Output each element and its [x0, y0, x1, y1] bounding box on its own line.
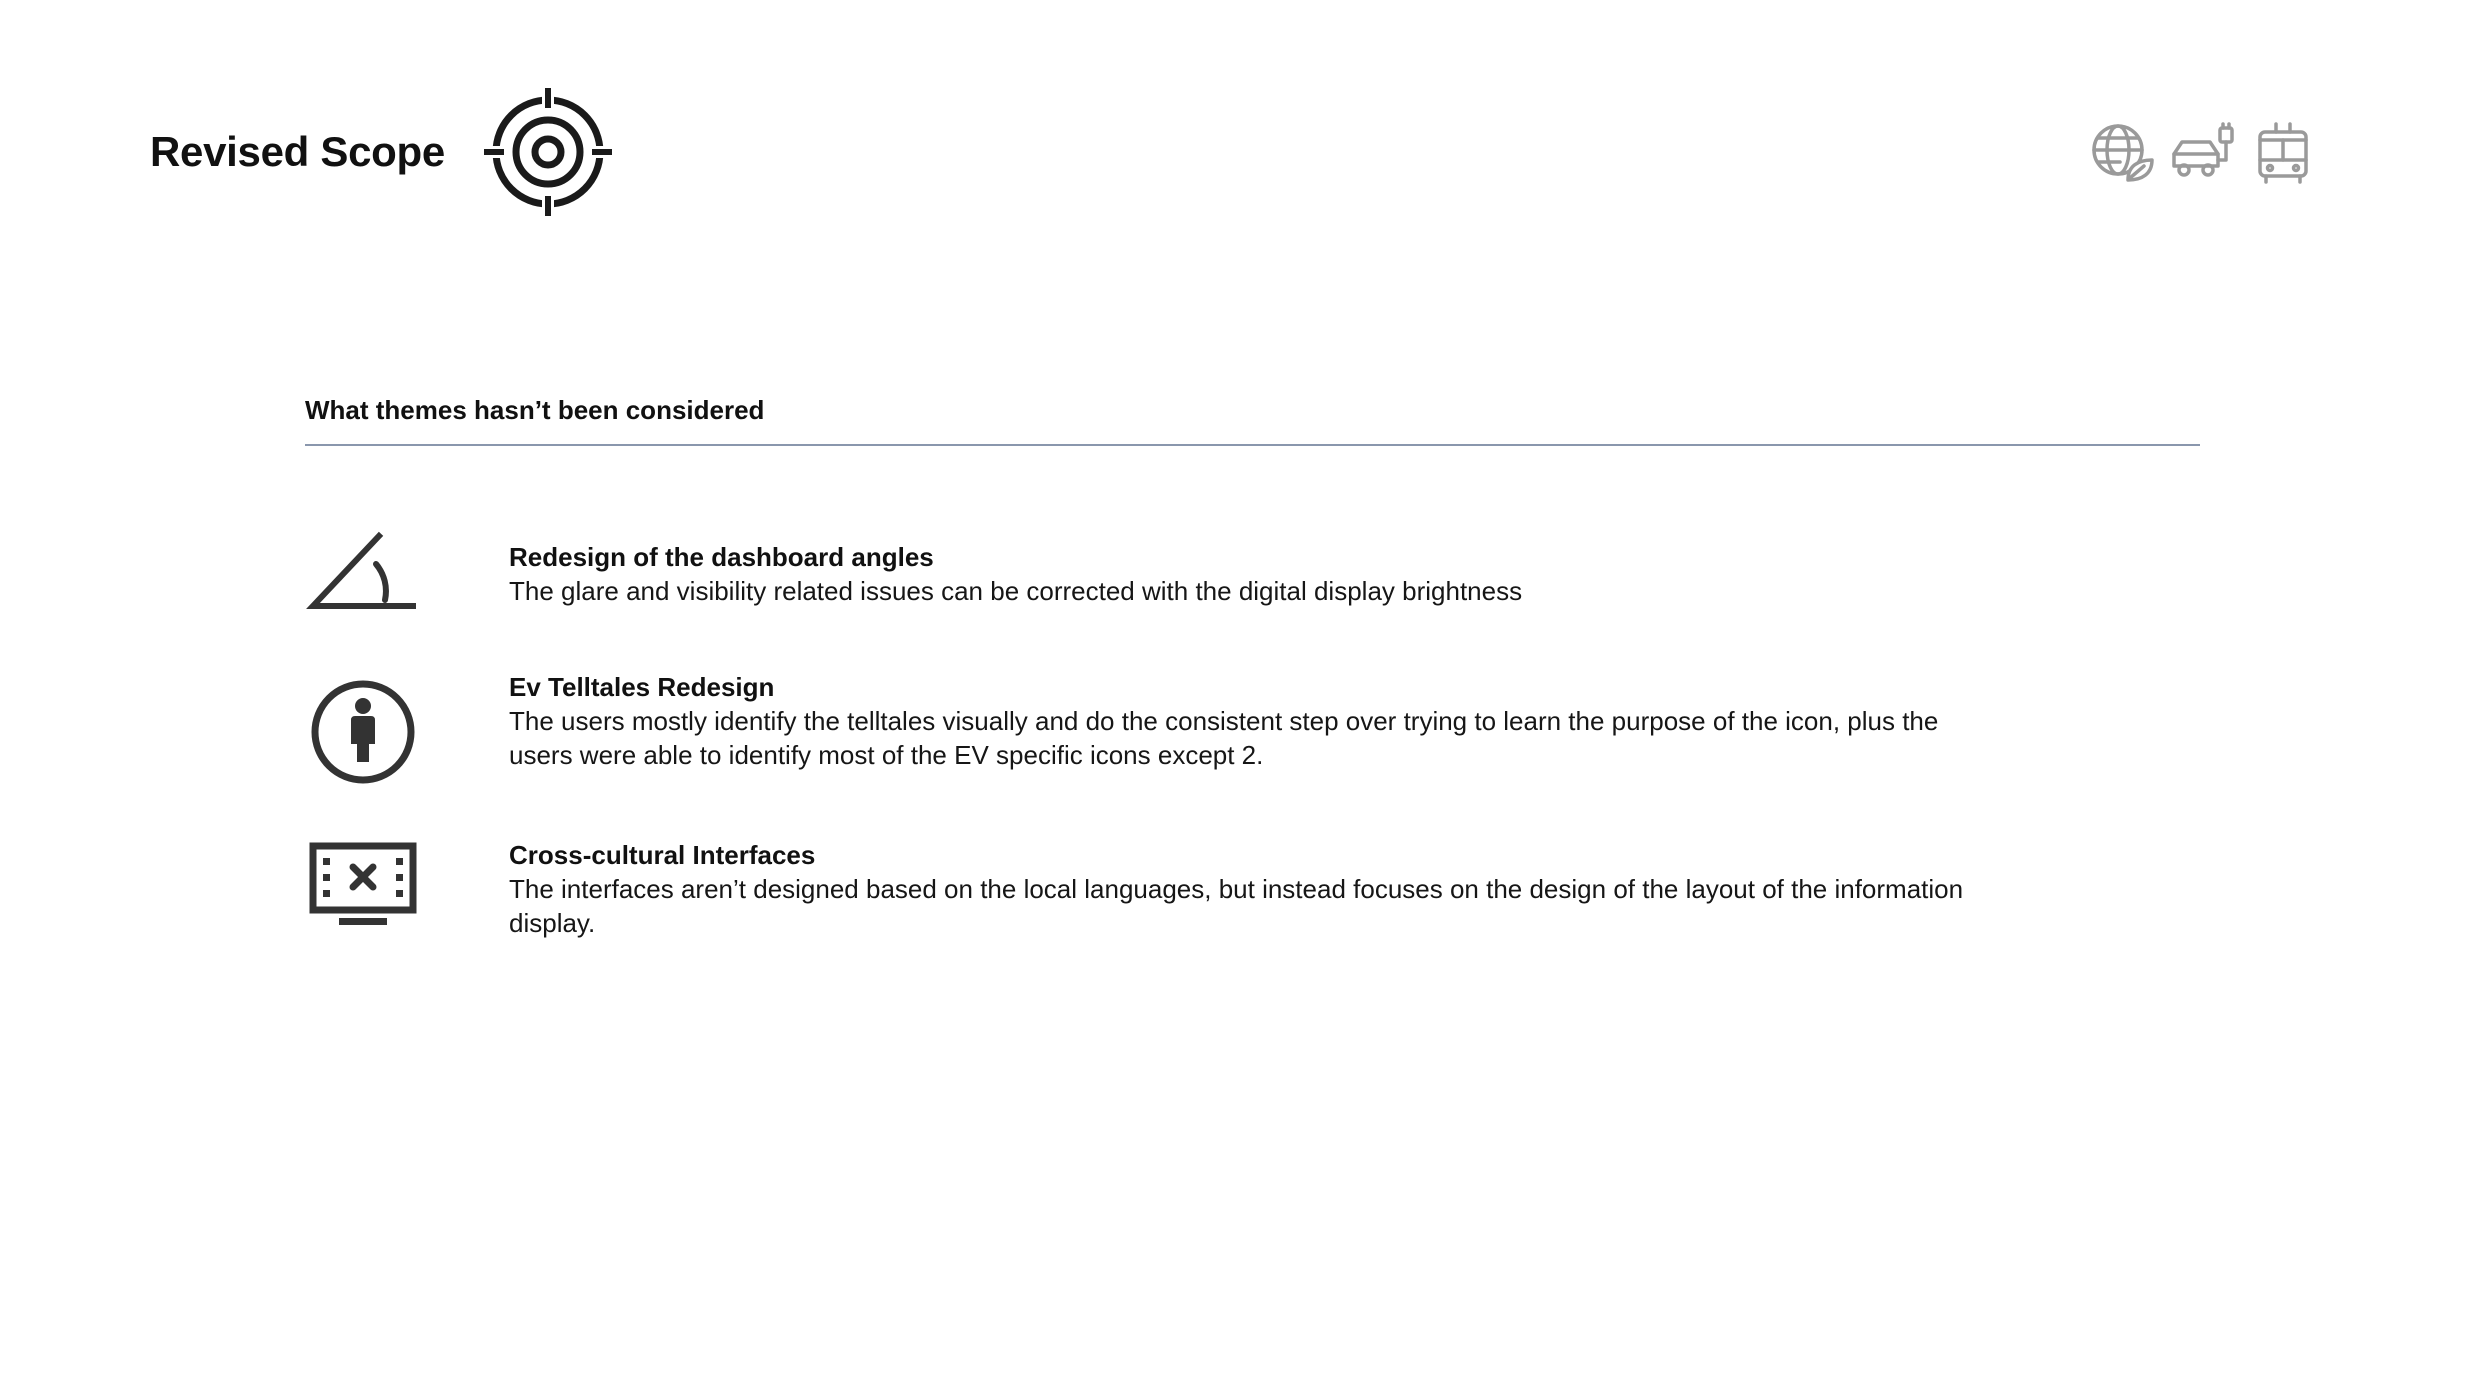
item-text [509, 670, 1989, 772]
item-description: The glare and visibility related issues can be corrected with the digital display brightness [509, 576, 1523, 606]
globe-leaf-icon [2090, 120, 2156, 186]
list-item [305, 670, 2005, 790]
list-item [305, 838, 2005, 958]
item-description: The interfaces aren’t designed based on the local languages, but instead focuses on the design of the layout of the information display. [509, 874, 1964, 938]
item-title: Redesign of the dashboard angles [509, 542, 934, 572]
section-heading: What themes hasn’t been considered [305, 395, 765, 425]
item-text [509, 540, 1989, 608]
section-divider [305, 444, 2200, 446]
electric-bus-icon [2250, 120, 2316, 186]
header-icon-group [2090, 118, 2316, 188]
list-item [305, 526, 2005, 626]
item-description: The users mostly identify the telltales visually and do the consistent step over trying to learn the purpose of the icon, plus the users were able to identify most of the EV specific icons except 2. [509, 706, 1939, 770]
item-text [509, 838, 1989, 940]
page-title: Revised Scope [150, 128, 445, 175]
angle-icon [305, 526, 421, 642]
display-error-icon [305, 828, 421, 944]
themes-section [305, 382, 2200, 446]
electric-car-icon [2170, 120, 2236, 186]
info-person-icon [305, 674, 421, 790]
item-title: Ev Telltales Redesign [509, 672, 775, 702]
target-icon [482, 86, 614, 218]
item-title: Cross-cultural Interfaces [509, 840, 816, 870]
